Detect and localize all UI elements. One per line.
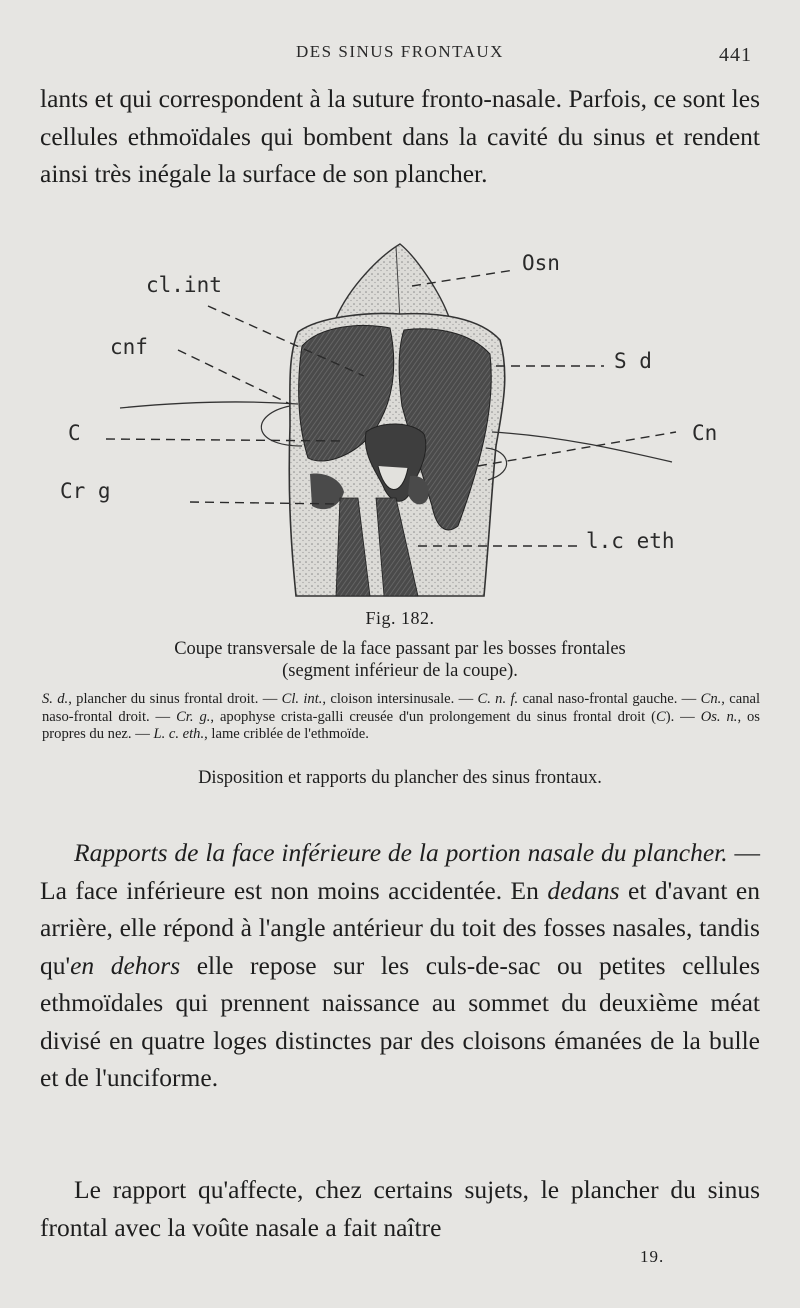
figure-caption: Disposition et rapports du plancher des sinus frontaux. bbox=[198, 768, 602, 788]
legend-abbr: L. c. eth. bbox=[153, 726, 205, 742]
legend-abbr: C bbox=[656, 708, 666, 725]
label-os-n: Osn bbox=[522, 251, 560, 275]
legend-text: , cloison intersinusale. — bbox=[322, 691, 478, 707]
figure-title-line-1: Coupe transversale de la face passant par les bosses frontales bbox=[174, 639, 626, 659]
figure-title-line-2: (segment inférieur de la coupe). bbox=[282, 661, 518, 681]
body-paragraph-2 bbox=[40, 1171, 760, 1246]
legend-text: , plancher du sinus frontal droit. — bbox=[68, 691, 282, 707]
legend-text: , apophyse crista-galli creusée d'un prolongement du sinus frontal droit ( bbox=[210, 708, 657, 725]
legend-text: ). — bbox=[665, 708, 701, 725]
body-text: elle repose sur les culs-de-sac ou petites cellules ethmoïdales qui prennent naissance au sommet du deuxième méat divisé en quatre loges distinctes par des cloisons émanées de la bulle et de l'unciforme. bbox=[40, 950, 760, 1092]
label-cnf: cnf bbox=[110, 335, 148, 359]
body-text: — La face inférieure est non moins accidentée. En bbox=[40, 838, 760, 905]
body-paragraph-1 bbox=[40, 834, 760, 1097]
legend-abbr: Cr. g. bbox=[176, 708, 211, 725]
legend-text: canal naso-frontal gauche. — bbox=[518, 691, 701, 707]
label-l-c-eth: l.c eth bbox=[586, 529, 675, 553]
label-cr-g: Cr g bbox=[60, 479, 111, 503]
body-text: Le rapport qu'affecte, chez certains sujets, le plancher du sinus frontal avec la voûte nasale a fait naître bbox=[40, 1175, 760, 1242]
legend-abbr: S. d. bbox=[42, 691, 69, 707]
legend-abbr: Os. n. bbox=[700, 708, 738, 725]
anatomical-figure bbox=[40, 236, 760, 606]
figure-legend bbox=[42, 691, 760, 744]
legend-abbr: Cl. int. bbox=[281, 691, 323, 707]
top-paragraph: lants et qui correspondent à la suture fronto-nasale. Parfois, ce sont les cellules ethmoïdales qui bombent dans la cavité du sinus et rendent ainsi très inégale la surface de son plancher. bbox=[40, 84, 760, 188]
label-cn: Cn bbox=[692, 421, 718, 445]
figure-drawing bbox=[40, 236, 760, 606]
section-heading-italic: Rapports de la face inférieure de la portion nasale du plancher. bbox=[74, 838, 728, 867]
legend-text: , lame criblée de l'ethmoïde. bbox=[204, 726, 369, 742]
legend-abbr: C. n. f. bbox=[477, 691, 519, 707]
signature-mark: 19. bbox=[640, 1247, 665, 1266]
legend-text: , os propres du nez. — bbox=[42, 708, 760, 742]
page-number: 441 bbox=[719, 44, 752, 66]
running-title: DES SINUS FRONTAUX bbox=[296, 42, 504, 61]
figure-title bbox=[60, 638, 740, 682]
body-text: et d'avant en arrière, elle répond à l'angle antérieur du toit des fosses nasales, tandis qu' bbox=[40, 875, 760, 980]
label-cl-int: cl.int bbox=[146, 273, 222, 297]
emphasis-text: en dehors bbox=[70, 950, 181, 980]
nasal-bones-shape bbox=[336, 244, 450, 320]
emphasis-text: dedans bbox=[547, 875, 620, 905]
legend-text: , canal naso-frontal droit. — bbox=[42, 691, 761, 725]
legend-abbr: Cn. bbox=[700, 691, 722, 707]
label-s-d: S d bbox=[614, 349, 652, 373]
label-c: C bbox=[68, 421, 81, 445]
figure-number: Fig. 182. bbox=[365, 608, 435, 628]
